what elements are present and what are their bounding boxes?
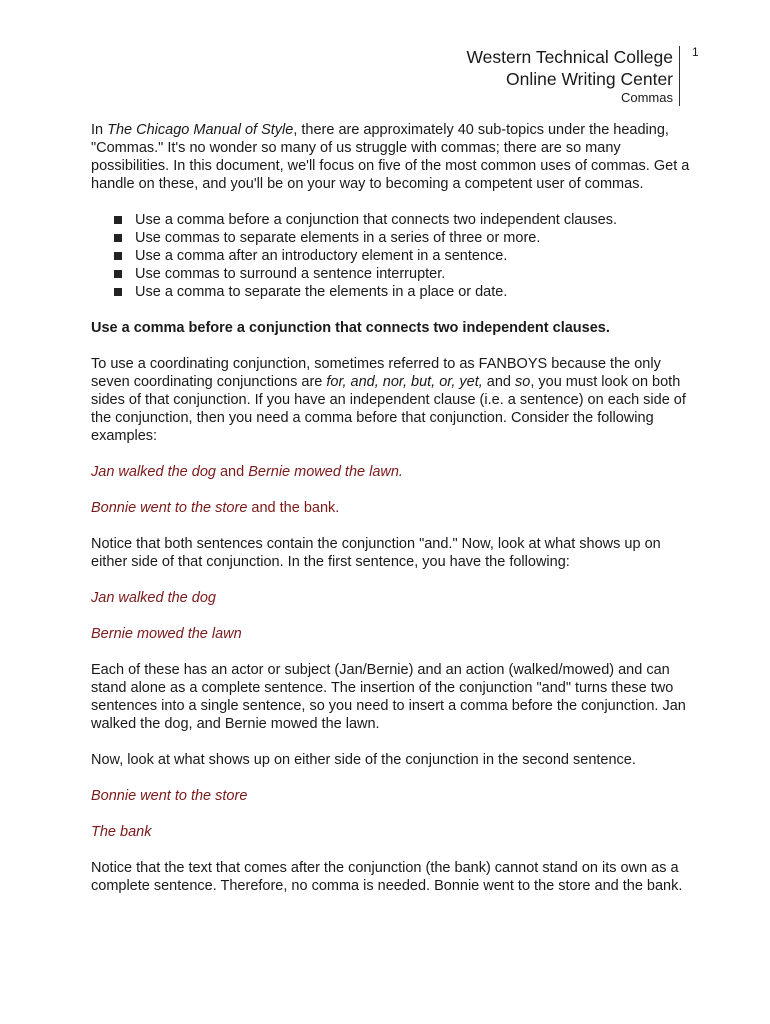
- notice-paragraph-1: Notice that both sentences contain the conjunction "and." Now, look at what shows up on either side of that conjunction. In the first sentence, you have the following:: [91, 536, 661, 570]
- list-item: [114, 229, 691, 247]
- list-item-text: Use commas to separate elements in a series of three or more.: [135, 230, 541, 246]
- square-bullet-icon: [114, 252, 122, 260]
- center-name: Online Writing Center: [506, 69, 673, 89]
- example-clause-a: Jan walked the dog: [91, 464, 216, 480]
- fanboys-paragraph: [91, 355, 691, 445]
- list-item-text: Use a comma after an introductory element in a sentence.: [135, 248, 508, 264]
- conjunction-so: so: [515, 374, 531, 390]
- example-conjunction: and: [215, 464, 249, 480]
- example-sentence-1: [91, 463, 691, 481]
- clause-example: The bank: [91, 824, 152, 840]
- intro-text-start: In: [91, 122, 108, 138]
- fanboys-text-rest: , you must look on both sides of that conjunction. If you have an independent clause (i.e. a sentence) on each side of the conjunction, then you need a comma before that conjunction. Consider the following examples:: [91, 374, 686, 444]
- list-item: [114, 265, 691, 283]
- actor-paragraph: Each of these has an actor or subject (Jan/Bernie) and an action (walked/mowed) and can stand alone as a complete sentence. The insertion of the conjunction "and" turns these two sentences into a single sentence, so you need to insert a comma before the conjunction. Jan walked the dog, and Bernie mowed the lawn.: [91, 662, 686, 732]
- college-name: Western Technical College: [466, 47, 673, 67]
- document-body: [91, 121, 691, 913]
- clause-example: Bonnie went to the store: [91, 788, 248, 804]
- document-header: [466, 46, 680, 106]
- list-item: [114, 211, 691, 229]
- fanboys-text-start: To use a coordinating conjunction, sometimes referred to as FANBOYS because the only seven coordinating conjunctions are: [91, 356, 661, 390]
- page-number: 1: [692, 45, 699, 59]
- square-bullet-icon: [114, 270, 122, 278]
- book-title: The Chicago Manual of Style: [107, 122, 294, 138]
- list-item-text: Use a comma to separate the elements in a place or date.: [135, 284, 508, 300]
- list-item: [114, 247, 691, 265]
- list-item-text: Use a comma before a conjunction that connects two independent clauses.: [135, 212, 618, 228]
- example-sentence-2: [91, 499, 691, 517]
- square-bullet-icon: [114, 216, 122, 224]
- example-conjunction: and the bank.: [247, 500, 340, 516]
- example-clause-a: Bonnie went to the store: [91, 500, 248, 516]
- section-heading: Use a comma before a conjunction that connects two independent clauses.: [91, 320, 610, 336]
- square-bullet-icon: [114, 234, 122, 242]
- clause-example: Bernie mowed the lawn: [91, 626, 242, 642]
- square-bullet-icon: [114, 288, 122, 296]
- now-paragraph: Now, look at what shows up on either side of the conjunction in the second sentence.: [91, 752, 636, 768]
- comma-uses-list: [91, 211, 691, 301]
- clause-example: Jan walked the dog: [91, 590, 216, 606]
- fanboys-text-and: and: [482, 374, 516, 390]
- conjunction-list: for, and, nor, but, or, yet,: [326, 374, 483, 390]
- example-clause-b: Bernie mowed the lawn.: [248, 464, 403, 480]
- list-item-text: Use commas to surround a sentence interrupter.: [135, 266, 446, 282]
- intro-paragraph: [91, 121, 691, 193]
- list-item: [114, 283, 691, 301]
- document-subtitle: Commas: [620, 90, 673, 105]
- notice-paragraph-2: Notice that the text that comes after the conjunction (the bank) cannot stand on its own as a complete sentence. Therefore, no comma is needed. Bonnie went to the store and the bank.: [91, 860, 683, 894]
- intro-text-rest: , there are approximately 40 sub-topics under the heading, "Commas." It's no wonder so many of us struggle with commas; there are so many possibilities. In this document, we'll focus on five of the most common uses of commas. Get a handle on these, and you'll be on your way to becoming a competent user of commas.: [91, 122, 690, 192]
